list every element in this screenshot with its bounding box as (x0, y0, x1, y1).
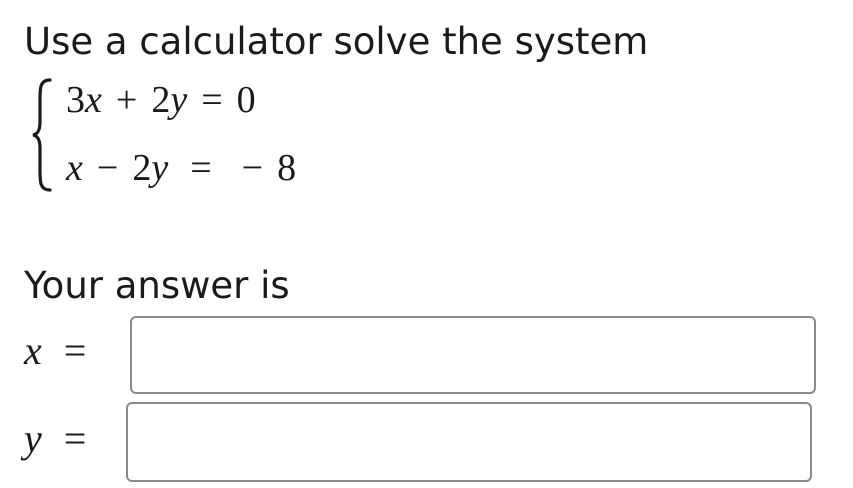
x-label-equals: = (63, 328, 87, 373)
equation-1 (66, 78, 256, 122)
eq2-x-variable: x (66, 147, 83, 189)
x-answer-label (24, 328, 86, 374)
equation-system (30, 76, 390, 194)
eq1-rhs: 0 (236, 79, 256, 121)
x-label-variable: x (24, 328, 42, 373)
eq1-y-coefficient: 2 (151, 79, 171, 121)
eq2-operator: − (96, 147, 119, 189)
eq2-equals-sign: = (190, 147, 212, 189)
eq1-x-coefficient: 3 (66, 79, 85, 121)
eq1-y-variable: y (170, 79, 188, 121)
left-brace (30, 76, 54, 194)
y-answer-label (24, 416, 86, 462)
eq2-rhs-sign: − (241, 147, 264, 189)
y-label-equals: = (63, 416, 87, 461)
question-prompt: Use a calculator solve the system (24, 20, 649, 63)
x-answer-input[interactable] (130, 316, 816, 394)
eq1-equals-sign: = (201, 79, 223, 121)
y-answer-input[interactable] (126, 402, 812, 482)
eq1-x-variable: x (85, 79, 102, 121)
eq2-rhs: 8 (277, 147, 297, 189)
eq2-y-variable: y (151, 147, 169, 189)
y-label-variable: y (24, 416, 42, 461)
equation-2 (66, 146, 296, 190)
eq2-y-coefficient: 2 (132, 147, 152, 189)
answer-intro: Your answer is (24, 264, 290, 307)
eq1-operator: + (115, 79, 138, 121)
